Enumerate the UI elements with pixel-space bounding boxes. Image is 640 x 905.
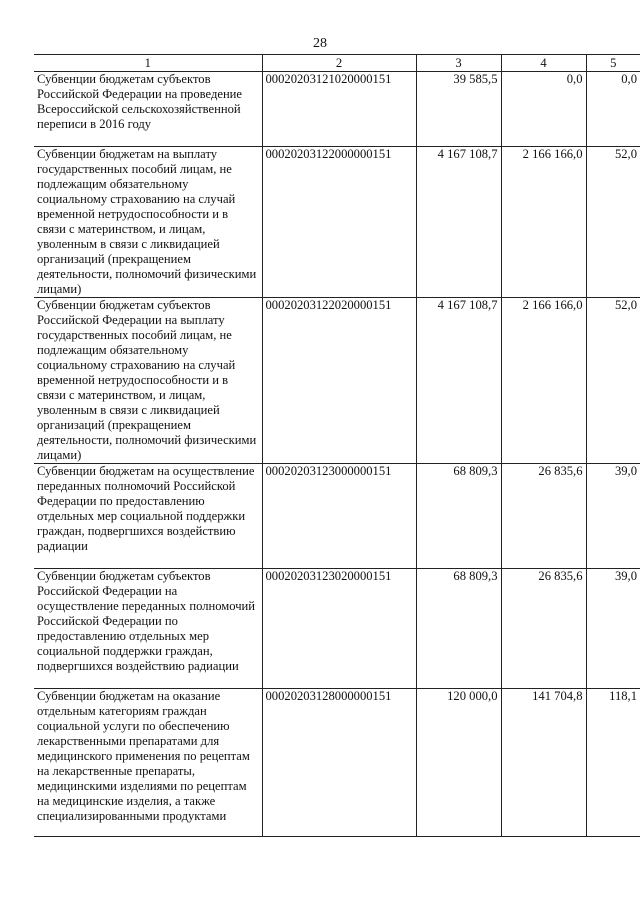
row-percent: 39,0 [586,569,640,689]
row-percent: 0,0 [586,72,640,147]
row-name: Субвенции бюджетам субъектов Российской Федерации на осуществление переданных полномочий Российской Федерации по предоставлению отдельных мер социальной поддержки граждан, подвергшихся воздействию радиации [34,569,262,689]
column-header-2: 2 [262,55,416,72]
row-name: Субвенции бюджетам на осуществление переданных полномочий Российской Федерации по предоставлению отдельных мер социальной поддержки граждан, подвергшихся воздействию радиации [34,464,262,569]
row-code: 00020203123020000151 [262,569,416,689]
row-actual: 26 835,6 [501,464,586,569]
row-name: Субвенции бюджетам субъектов Российской Федерации на выплату государственных пособий лицам, не подлежащим обязательному социальному страхованию на случай временной нетрудоспособности и в связи с материнством, и лицам, уволенным в связи с ликвидацией организаций (прекращением деятельности, полномочий физическими лицами) [34,298,262,464]
row-name: Субвенции бюджетам на оказание отдельным категориям граждан социальной услуги по обеспечению лекарственными препаратами для медицинского применения по рецептам на лекарственные препараты, медицинскими изделиями по рецептам на медицинские изделия, а также специализированными продуктами [34,689,262,837]
row-code: 00020203123000000151 [262,464,416,569]
row-plan: 120 000,0 [416,689,501,837]
row-plan: 68 809,3 [416,569,501,689]
table-row [34,689,640,837]
row-plan: 39 585,5 [416,72,501,147]
column-header-5: 5 [586,55,640,72]
row-name: Субвенции бюджетам субъектов Российской Федерации на проведение Всероссийской сельскохозяйственной переписи в 2016 году [34,72,262,147]
column-header-1: 1 [34,55,262,72]
column-number-row [34,55,640,72]
row-percent: 52,0 [586,147,640,298]
page-number: 28 [313,36,327,51]
row-plan: 4 167 108,7 [416,147,501,298]
row-code: 00020203122020000151 [262,298,416,464]
budget-table [34,54,640,837]
row-name: Субвенции бюджетам на выплату государственных пособий лицам, не подлежащим обязательному социальному страхованию на случай временной нетрудоспособности и в связи с материнством, и лицам, уволенным в связи с ликвидацией организаций (прекращением деятельности, полномочий физическими лицами) [34,147,262,298]
row-actual: 2 166 166,0 [501,298,586,464]
table-row [34,72,640,147]
row-code: 00020203128000000151 [262,689,416,837]
row-percent: 52,0 [586,298,640,464]
row-plan: 68 809,3 [416,464,501,569]
row-actual: 2 166 166,0 [501,147,586,298]
column-header-3: 3 [416,55,501,72]
row-actual: 141 704,8 [501,689,586,837]
table-header [34,55,640,72]
row-code: 00020203121020000151 [262,72,416,147]
table-row [34,298,640,464]
row-plan: 4 167 108,7 [416,298,501,464]
table-body [34,72,640,837]
table-row [34,464,640,569]
row-actual: 0,0 [501,72,586,147]
table-row [34,569,640,689]
column-header-4: 4 [501,55,586,72]
row-percent: 39,0 [586,464,640,569]
table-row [34,147,640,298]
row-code: 00020203122000000151 [262,147,416,298]
row-actual: 26 835,6 [501,569,586,689]
row-percent: 118,1 [586,689,640,837]
